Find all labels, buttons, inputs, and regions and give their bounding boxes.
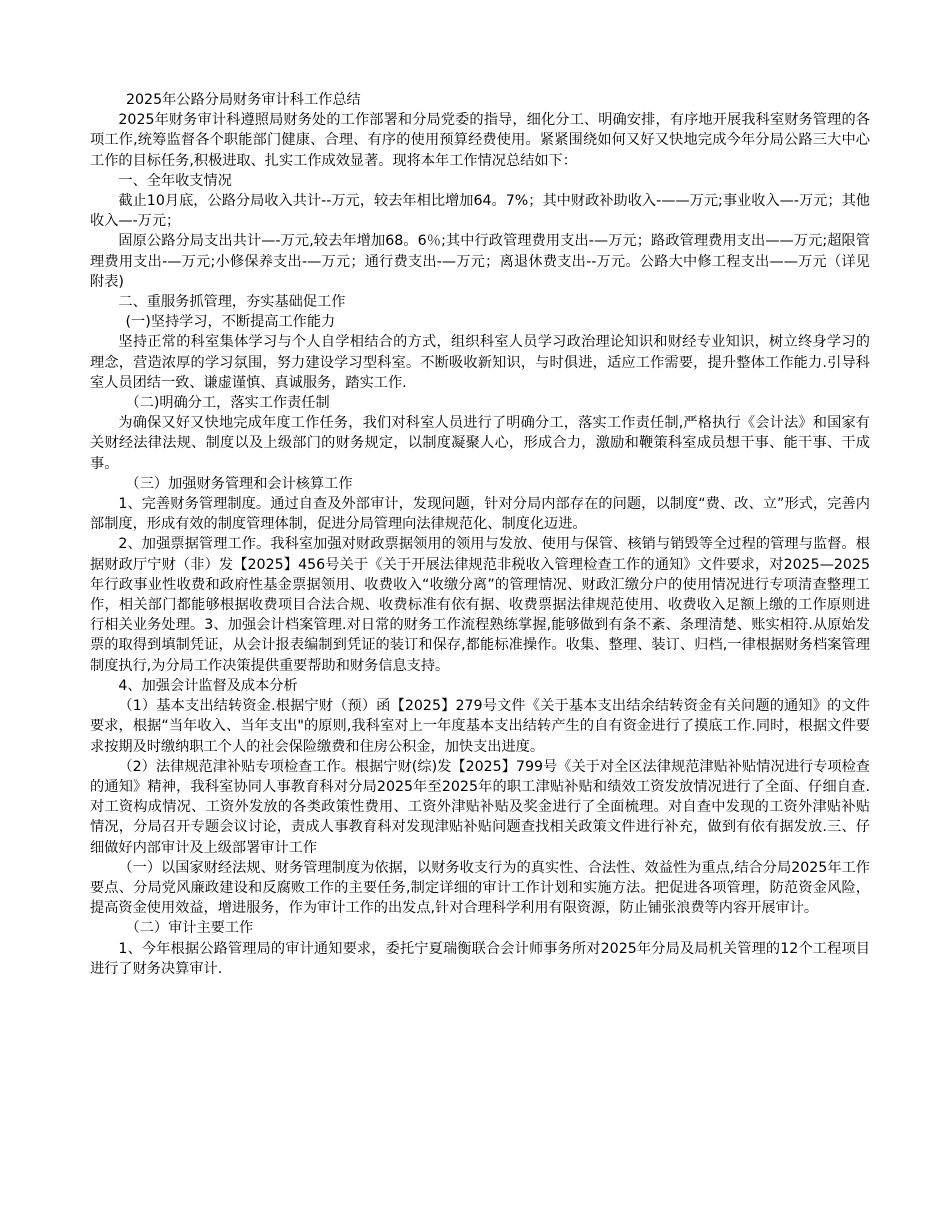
study-paragraph: 坚持正常的科室集体学习与个人自学相结合的方式，组织科室人员学习政治理论知识和财经专业知识，树立终身学习的理念，营造浓厚的学习氛围，努力建设学习型科室。不断吸收新知识，与时俱进，适应工作需要，提升整体工作能力.引导科室人员团结一致、谦虚谨慎、真诚服务，踏实工作.	[90, 334, 870, 391]
item-1-paragraph: 1、完善财务管理制度。通过自查及外部审计，发现问题，针对分局内部存在的问题，以制度“费、改、立”形式，完善内部制度，形成有效的制度管理体制，促进分局管理向法律规范化、制度化迈进。	[90, 496, 870, 533]
audit-item-1-paragraph: 1、今年根据公路管理局的审计通知要求，委托宁夏瑞衡联合会计师事务所对2025年分局及局机关管理的12个工程项目进行了财务决算审计.	[90, 940, 870, 977]
subheading-accounting: （三）加强财务管理和会计核算工作	[125, 475, 353, 492]
item-4-1-paragraph: （1）基本支出结转资金.根据宁财（预）函【2025】279号文件《关于基本支出结余结转资金有关问题的通知》的文件要求，根据“当年收入、当年支出"的原则,我科室对上一年度基本支出结转产生的自有资金进行了摸底工作.同时，根据文件要求按期及时缴纳职工个人的社会保险缴费和住房公积金，加快支出进度。	[90, 698, 870, 755]
division-paragraph: 为确保又好又快地完成年度工作任务，我们对科室人员进行了明确分工，落实工作责任制,严格执行《会计法》和国家有关财经法律法规、制度以及上级部门的财务规定，以制度凝聚人心，形成合力，激励和鞭策科室成员想干事、能干事、干成事。	[90, 415, 870, 472]
section-heading-income: 一、全年收支情况	[118, 172, 232, 189]
income-paragraph: 截止10月底，公路分局收入共计--万元，较去年相比增加64。7%；其中财政补助收入-——万元;事业收入—-万元；其他收入—-万元；	[90, 193, 870, 230]
subheading-division: （二)明确分工，落实工作责任制	[125, 395, 330, 412]
document-title: 2025年公路分局财务审计科工作总结	[126, 92, 361, 108]
item-4-2-paragraph: （2）法律规范津补贴专项检查工作。根据宁财(综)发【2025】799号《关于对全区法律规范津贴补贴情况进行专项检查的通知》精神，我科室协同人事教育科对分局2025年至2025年的职工津贴补贴和绩效工资发放情况进行了全面、仔细自查.对工资构成情况、工资外发放的各类政策性费用、工资外津贴补贴及奖金进行了全面梳理。对自查中发现的工资外津贴补贴情况，分局召开专题会议讨论，责成人事教育科对发现津贴补贴问题查找相关政策文件进行补充，做到有依有据发放.三、仔细做好内部审计及上级部署审计工作	[90, 758, 870, 856]
subheading-study: (一)坚持学习，不断提高工作能力	[125, 314, 336, 331]
subheading-audit-main: （二）审计主要工作	[125, 920, 254, 937]
item-4-heading: 4、加强会计监督及成本分析	[118, 677, 298, 694]
audit-basis-paragraph: （一）以国家财经法规、财务管理制度为依据，以财务收支行为的真实性、合法性、效益性为重点,结合分局2025年工作要点、分局党风廉政建设和反腐败工作的主要任务,制定详细的审计工作计划和实施方法。把促进各项管理，防范资金风险，提高资金使用效益，增进服务，作为审计工作的出发点,针对合理科学利用有限资源，防止铺张浪费等内容开展审计。	[90, 859, 870, 917]
expense-paragraph: 固原公路分局支出共计—-万元,较去年增加68。6％;其中行政管理费用支出-—万元；路政管理费用支出——万元;超限管理费用支出-—万元;小修保养支出-—万元；通行费支出-—万元；离退休费支出--万元。公路大中修工程支出——万元（详见附表)	[90, 233, 870, 290]
item-2-paragraph: 2、加强票据管理工作。我科室加强对财政票据领用的领用与发放、使用与保管、核销与销毁等全过程的管理与监督。根据财政厅宁财（非）发【2025】456号关于《关于开展法律规范非税收入管理检查工作的通知》文件要求，对2025—2025年行政事业性收费和政府性基金票据领用、收费收入“收缴分离”的管理情况、财政汇缴分户的使用情况进行专项清查整理工作，相关部门都能够根据收费项目合法合规、收费标准有依有据、收费票据法律规范使用、收费收入足额上缴的工作原则进行相关业务处理。3、加强会计档案管理.对日常的财务工作流程熟练掌握,能够做到有条不紊、条理清楚、账实相符.从原始发票的取得到填制凭证，从会计报表编制到凭证的装订和保存,都能标准操作。收集、整理、装订、归档,一律根据财务档案管理制度执行,为分局工作决策提供重要帮助和财务信息支持。	[90, 536, 870, 674]
section-heading-management: 二、重服务抓管理，夯实基础促工作	[118, 294, 346, 311]
intro-paragraph: 2025年财务审计科遵照局财务处的工作部署和分局党委的指导，细化分工、明确安排，有序地开展我科室财务管理的各项工作,统筹监督各个职能部门健康、合理、有序的使用预算经费使用。紧紧围绕如何又好又快地完成今年分局公路三大中心工作的目标任务,积极进取、扎实工作成效显著。现将本年工作情况总结如下：	[90, 112, 870, 169]
